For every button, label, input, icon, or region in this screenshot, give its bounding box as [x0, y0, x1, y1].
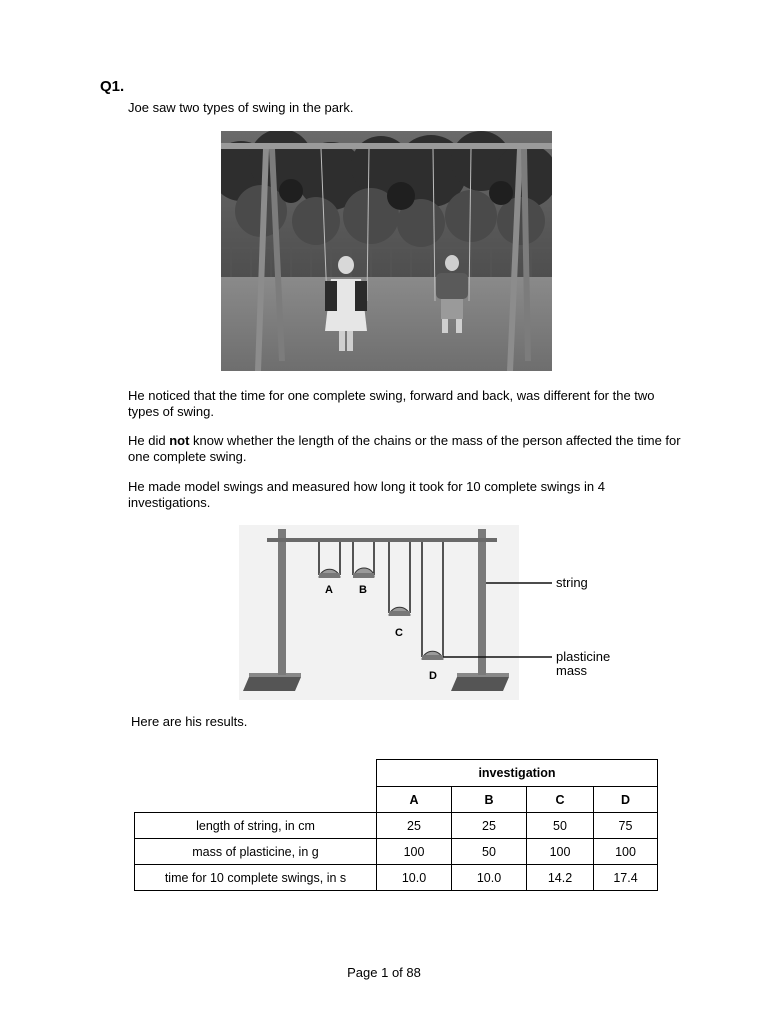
row-label: mass of plasticine, in g [135, 839, 377, 865]
table-row [135, 865, 658, 891]
mass-label-line1: plasticine [556, 649, 611, 664]
row-label: time for 10 complete swings, in s [135, 865, 377, 891]
did-not-suffix: know whether the length of the chains or the mass of the person affected the time for one complete swing. [128, 433, 681, 464]
investigation-header: investigation [377, 760, 658, 787]
results-intro: Here are his results. [131, 714, 248, 729]
table-cell: 25 [377, 813, 452, 839]
label-d: D [429, 670, 437, 682]
table-cell: 50 [452, 839, 527, 865]
string-label: string [556, 575, 588, 590]
did-not-text [128, 433, 688, 465]
table-cell: 17.4 [594, 865, 658, 891]
column-header: D [594, 787, 658, 813]
column-header: B [452, 787, 527, 813]
row-label: length of string, in cm [135, 813, 377, 839]
intro-text: Joe saw two types of swing in the park. [128, 100, 354, 115]
label-a: A [325, 584, 333, 596]
table-cell: 100 [527, 839, 594, 865]
column-header: A [377, 787, 452, 813]
model-text: He made model swings and measured how long it took for 10 complete swings in 4 investigations. [128, 479, 605, 510]
table-cell: 10.0 [452, 865, 527, 891]
table-column-row [135, 787, 658, 813]
table-cell: 10.0 [377, 865, 452, 891]
table-cell: 100 [594, 839, 658, 865]
question-number: Q1. [100, 78, 125, 95]
model-swing-diagram [239, 525, 639, 700]
table-row [135, 813, 658, 839]
did-not-prefix: He did [128, 433, 170, 448]
table-header-row [135, 760, 658, 787]
table-cell: 50 [527, 813, 594, 839]
swing-photo [221, 131, 552, 371]
table-cell: 25 [452, 813, 527, 839]
label-c: C [395, 627, 403, 639]
table-cell: 100 [377, 839, 452, 865]
page-number: Page 1 of 88 [347, 965, 421, 980]
table-cell: 14.2 [527, 865, 594, 891]
did-not-emphasis: not [169, 433, 190, 448]
noticed-text: He noticed that the time for one complete swing, forward and back, was different for the two types of swing. [128, 388, 655, 419]
mass-label-line2: mass [556, 663, 588, 678]
table-cell: 75 [594, 813, 658, 839]
table-corner [135, 787, 377, 813]
results-table [134, 759, 658, 891]
label-b: B [359, 584, 367, 596]
table-row [135, 839, 658, 865]
column-header: C [527, 787, 594, 813]
table-corner [135, 760, 377, 787]
